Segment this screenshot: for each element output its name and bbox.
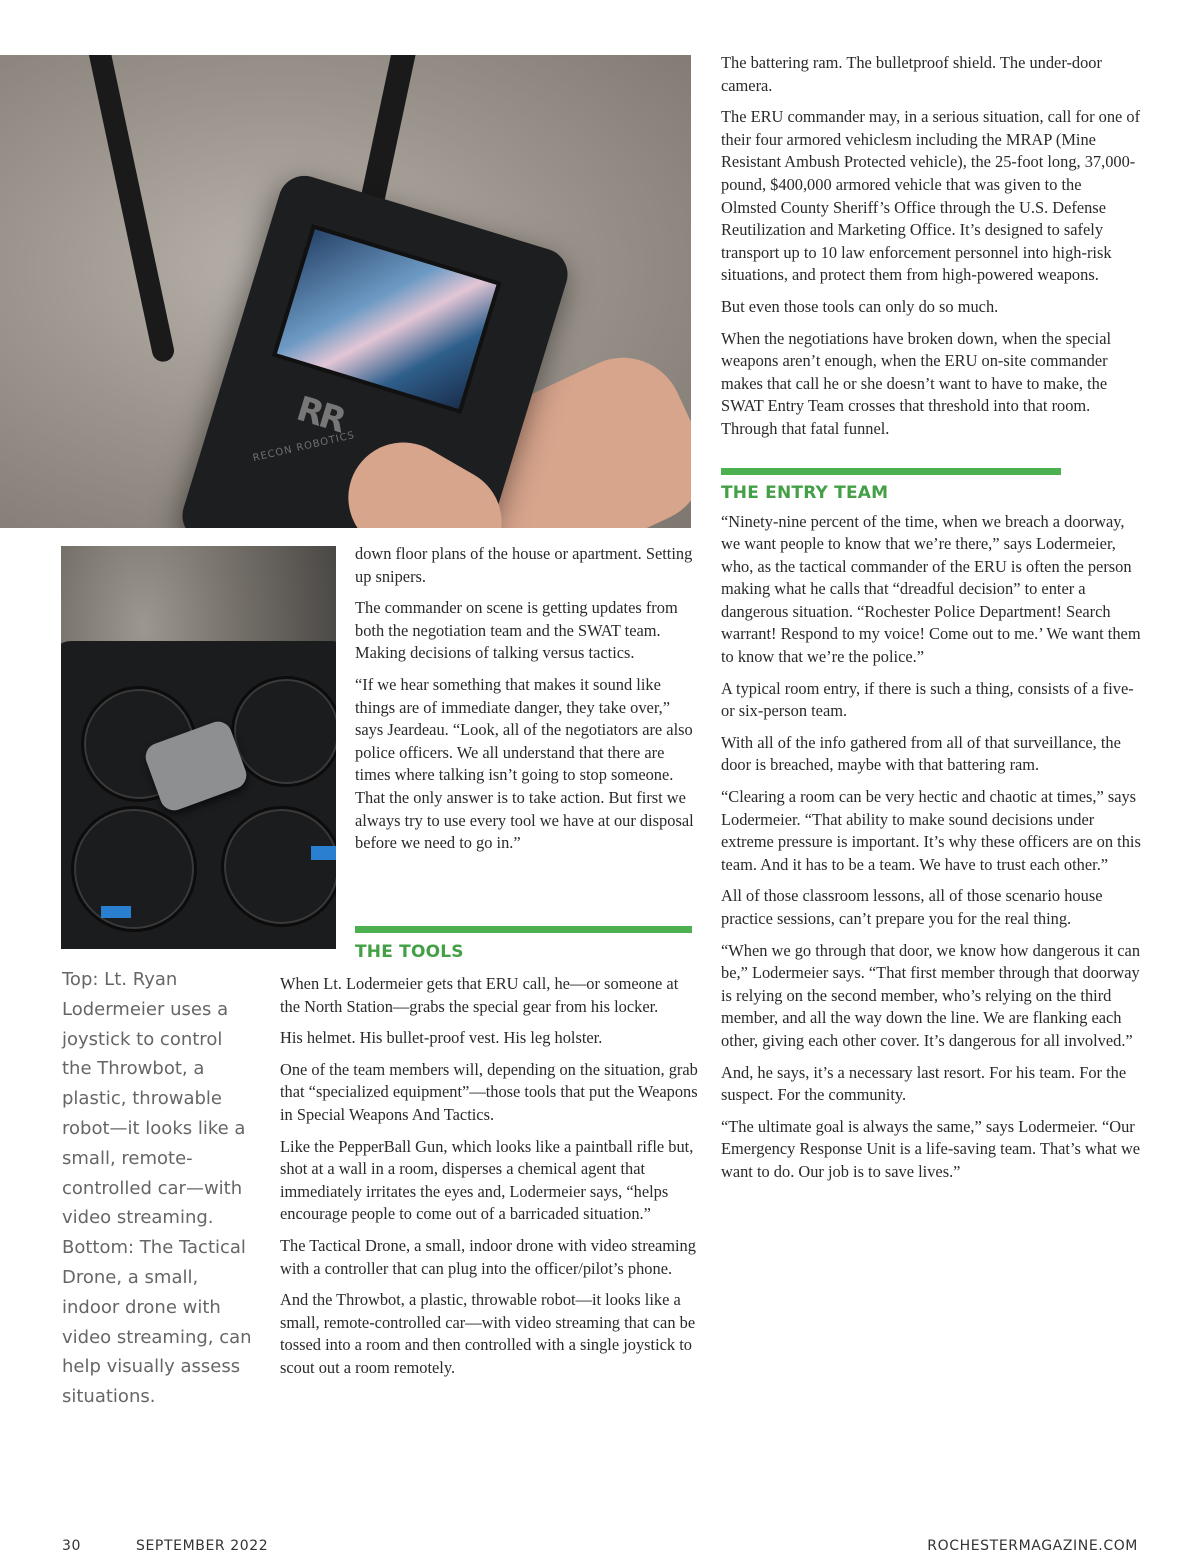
right-column-bottom-text	[721, 511, 1141, 1184]
middle-column-bottom-text	[280, 973, 698, 1380]
paragraph: When the negotiations have broken down, when the special weapons aren’t enough, when the ERU on-site commander makes that call he or she doesn’t want to have to make, the SWAT Entry Team crosses that threshold into that room. Through that fatal funnel.	[721, 328, 1112, 438]
paragraph: “Clearing a room can be very hectic and chaotic at times,” says Lodermeier. “That ability to make sound decisions under extreme pressure is important. It’s why these officers are on this team. And it has to be a team. We have to trust each other.”	[721, 787, 1141, 874]
paragraph: “When we go through that door, we know how dangerous it can be,” Lodermeier says. “That first member through that doorway is relying on the second member, who’s relying on the third member, and all the way down the line. We are flanking each other, giving each other cover. It’s dangerous for all involved.”	[721, 940, 1141, 1050]
paragraph: And the Throwbot, a plastic, throwable robot—it looks like a small, remote-controlled car—with video streaming that can be tossed into a room and then controlled with a single joystick to scout out a room remotely.	[280, 1290, 696, 1377]
paragraph: down floor plans of the house or apartment. Setting up snipers.	[355, 544, 693, 586]
page-number: 30	[62, 1538, 82, 1554]
tactical-drone-photo	[61, 546, 336, 949]
paragraph: His helmet. His bullet-proof vest. His leg holster.	[280, 1028, 603, 1048]
paragraph: One of the team members will, depending on the situation, grab that “specialized equipment”—those tools that put the Weapons in Special Weapons And Tactics.	[280, 1059, 698, 1124]
blue-tape	[311, 846, 336, 860]
paragraph: “The ultimate goal is always the same,” says Lodermeier. “Our Emergency Response Unit is a life-saving team. That’s what we want to do. Our job is to save lives.”	[721, 1116, 1141, 1181]
middle-column-top	[355, 543, 697, 864]
entry-team-heading: THE ENTRY TEAM	[721, 482, 889, 503]
issue-date: SEPTEMBER 2022	[136, 1538, 269, 1554]
paragraph: “Ninety-nine percent of the time, when we breach a doorway, we want people to know that we’re there,” says Lodermeier, who, as the tactical commander of the ERU is often the person making what he calls that “dreadful decision” to enter a dangerous situation. “Rochester Police Department! Search warrant! Respond to my voice! Come out to me.’ We want them to know that we’re the police.”	[721, 511, 1141, 667]
photo-caption: Top: Lt. Ryan Lodermeier uses a joystick to control the Throwbot, a plastic, throwable robot—it looks like a small, remote-controlled car—with video streaming. Bottom: The Tactical Drone, a small, indoor drone with video streaming, can help visually assess situations.	[62, 969, 252, 1408]
paragraph: A typical room entry, if there is such a thing, consists of a five- or six-person team.	[721, 678, 1134, 721]
paragraph: The commander on scene is getting updates from both the negotiation team and the SWAT team. Making decisions of talking versus tactics.	[355, 598, 678, 663]
tools-rule	[355, 926, 692, 933]
paragraph: The battering ram. The bulletproof shield. The under-door camera.	[721, 53, 1102, 95]
propeller-guard	[231, 676, 336, 787]
middle-column-bottom	[280, 973, 698, 1389]
propeller-guard	[71, 806, 197, 932]
paragraph: The Tactical Drone, a small, indoor drone with video streaming with a controller that can plug into the officer/pilot’s phone.	[280, 1235, 696, 1278]
propeller-guard	[221, 806, 336, 927]
paragraph: “If we hear something that makes it sound like things are of immediate danger, they take over,” says Jeardeau. “Look, all of the negotiators are also police officers. We all understand that there are times where talking isn’t going to stop someone. That the only answer is to take action. But first we always try to use every tool we have at our disposal before we need to go in.”	[355, 674, 694, 853]
website: ROCHESTERMAGAZINE.COM	[927, 1538, 1138, 1554]
paragraph: With all of the info gathered from all of that surveillance, the door is breached, maybe with that battering ram.	[721, 732, 1121, 775]
recon-robotics-wordmark: RECON ROBOTICS	[251, 429, 357, 465]
blue-tape	[101, 906, 131, 918]
paragraph: But even those tools can only do so much.	[721, 296, 999, 316]
recon-robotics-logo: RR	[291, 388, 349, 441]
middle-column-top-text	[355, 543, 697, 855]
controller-screen	[272, 224, 502, 414]
paragraph: When Lt. Lodermeier gets that ERU call, he—or someone at the North Station—grabs the special gear from his locker.	[280, 974, 679, 1016]
paragraph: The ERU commander may, in a serious situation, call for one of their four armored vehiclesm including the MRAP (Mine Resistant Ambush Protected vehicle), the 25-foot long, 37,000-pound, $400,000 armored vehicle that was given to the Olmsted County Sheriff’s Office through the U.S. Defense Reutilization and Marketing Office. It’s designed to safely transport up to 10 law enforcement personnel into high-risk situations, and protect them from high-powered weapons.	[721, 107, 1141, 285]
entry-team-rule	[721, 468, 1061, 475]
paragraph: And, he says, it’s a necessary last resort. For his team. For the suspect. For the community.	[721, 1062, 1127, 1105]
cable-left	[86, 55, 176, 364]
paragraph: All of those classroom lessons, all of those scenario house practice sessions, can’t prepare you for the real thing.	[721, 886, 1103, 928]
tools-heading: THE TOOLS	[355, 942, 464, 962]
paragraph: Like the PepperBall Gun, which looks like a paintball rifle but, shot at a wall in a room, disperses a chemical agent that immediately irritates the eyes and, Lodermeier says, “helps encourage people to come out of a barricaded situation.”	[280, 1136, 694, 1224]
throwbot-controller-photo	[0, 55, 691, 528]
right-column-top-text	[721, 52, 1141, 441]
right-column	[721, 52, 1141, 1193]
